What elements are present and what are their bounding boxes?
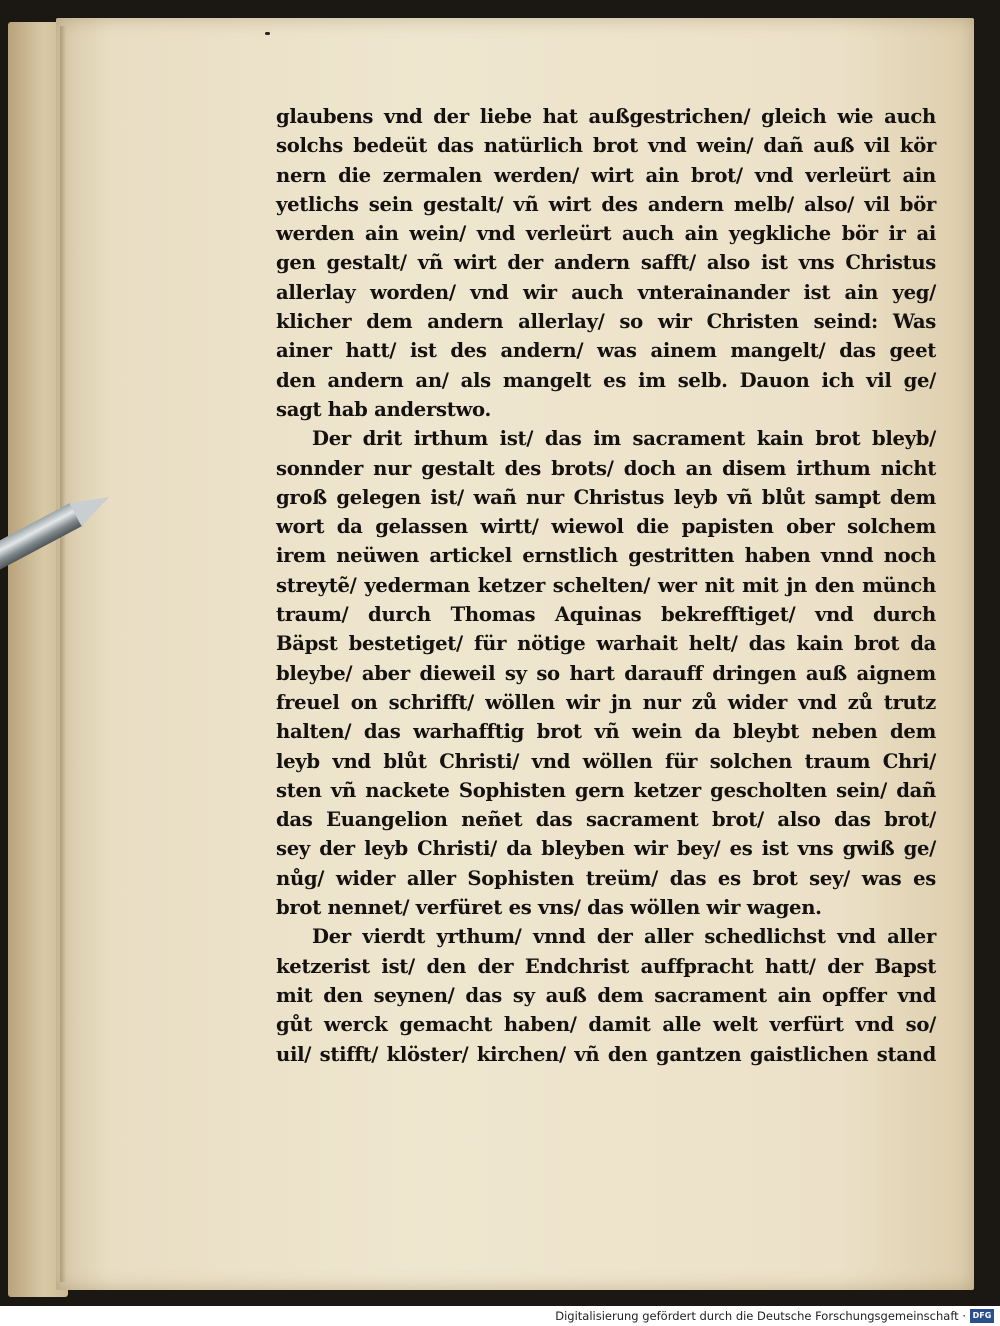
text-line: den andern an/ als mangelt es im selb. Dauon ich vil ge/	[276, 368, 936, 392]
text-line: das Euangelion neñet das sacrament brot/ also das brot/	[276, 808, 936, 832]
text-line: gen gestalt/ vñ wirt der andern safft/ also ist vns Christus	[276, 251, 936, 275]
ink-mark	[265, 32, 270, 35]
text-line: allerlay worden/ vnd wir auch vnterainander ist ain yeg/	[276, 280, 936, 304]
text-line: freuel on schrifft/ wöllen wir jn nur zů wider vnd zů trutz	[276, 690, 936, 714]
text-line: ketzerist ist/ den der Endchrist auffpracht hatt/ der Bapst	[276, 954, 936, 978]
text-line: sten vñ nackete Sophisten gern ketzer gescholten sein/ dañ	[276, 778, 936, 802]
text-line: nůg/ wider aller Sophisten treüm/ das es brot sey/ was es	[276, 866, 936, 890]
text-line: irem neüwen artickel ernstlich gestritten haben vnnd noch	[276, 544, 936, 568]
footer-bar	[0, 1306, 1000, 1326]
text-line: uil/ stifft/ klöster/ kirchen/ vñ den gantzen gaistlichen stand	[276, 1042, 936, 1066]
text-line: brot nennet/ verfüret es vns/ das wöllen wir wagen.	[276, 896, 822, 920]
text-line: Bäpst bestetiget/ für nötige warhait helt/ das kain brot da	[276, 632, 936, 656]
text-line: Der vierdt yrthum/ vnnd der aller schedlichst vnd aller	[312, 925, 936, 949]
text-line: groß gelegen ist/ wañ nur Christus leyb vñ blůt sampt dem	[276, 485, 936, 509]
text-line: bleybe/ aber dieweil sy so hart darauff dringen auß aignem	[276, 661, 936, 685]
text-line: sey der leyb Christi/ da bleyben wir bey/ es ist vns gwiß ge/	[276, 837, 936, 861]
text-line: halten/ das warhafftig brot vñ wein da bleybt neben dem	[276, 720, 936, 744]
text-line: ainer hatt/ ist des andern/ was ainem mangelt/ das geet	[276, 339, 936, 363]
text-line: nern die zermalen werden/ wirt ain brot/ vnd verleürt ain	[276, 163, 936, 187]
text-block	[276, 102, 936, 1069]
dfg-logo: DFG	[970, 1309, 994, 1323]
text-line: solchs bedeüt das natürlich brot vnd wein/ dañ auß vil kör	[276, 134, 936, 158]
text-line: Der drit irthum ist/ das im sacrament kain brot bleyb/	[312, 427, 936, 451]
text-line: gůt werck gemacht haben/ damit alle welt verfürt vnd so/	[276, 1013, 936, 1037]
text-line: wort da gelassen wirtt/ wiewol die papisten ober solchem	[276, 515, 936, 539]
text-line: sagt hab anderstwo.	[276, 397, 491, 421]
text-line: werden ain wein/ vnd verleürt auch ain yegkliche bör ir ai	[276, 222, 936, 246]
text-line: leyb vnd blůt Christi/ vnd wöllen für solchen traum Chri/	[276, 749, 936, 773]
text-line: sonnder nur gestalt des brots/ doch an disem irthum nicht	[276, 456, 936, 480]
text-line: traum/ durch Thomas Aquinas bekrefftiget/ vnd durch	[276, 603, 936, 627]
text-line: streytẽ/ yederman ketzer schelten/ wer nit mit jn den münch	[276, 573, 936, 597]
text-line: glaubens vnd der liebe hat außgestrichen/ gleich wie auch	[276, 105, 936, 128]
text-line: yetlichs sein gestalt/ vñ wirt des andern melb/ also/ vil bör	[276, 192, 936, 216]
text-line: mit den seynen/ das sy auß dem sacrament ain opffer vnd	[276, 983, 936, 1007]
funding-credit: Digitalisierung gefördert durch die Deutsche Forschungsgemeinschaft ·	[555, 1309, 966, 1323]
text-line: klicher dem andern allerlay/ so wir Christen seind: Was	[276, 310, 936, 334]
